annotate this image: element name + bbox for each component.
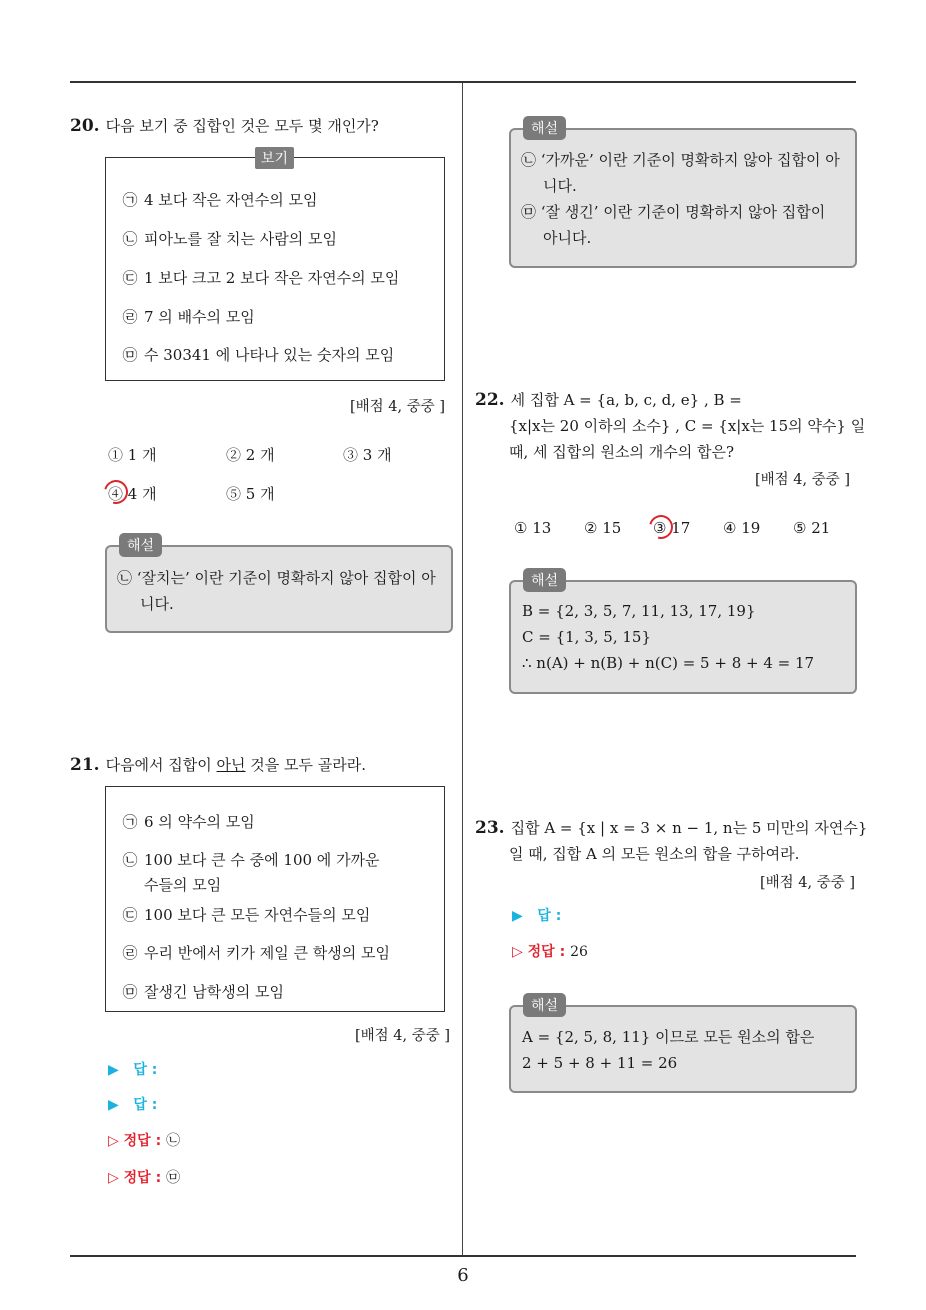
choice-4[interactable]: ④ 19 — [723, 519, 761, 537]
haeseol-tag: 해설 — [523, 568, 566, 592]
haeseol-line: C = {1, 3, 5, 15} — [522, 628, 651, 646]
haeseol-tag: 해설 — [523, 116, 566, 140]
points-label: [배점 4, 중중 ] — [355, 1028, 451, 1044]
question-text: 다음 보기 중 집합인 것은 모두 몇 개인가? — [105, 117, 379, 135]
choice-2[interactable]: ② 15 — [584, 519, 622, 537]
choice-5[interactable]: ⑤ 21 — [793, 519, 831, 537]
haeseol-line: 2 + 5 + 8 + 11 = 26 — [522, 1054, 678, 1072]
list-item: ㉡ 100 보다 큰 수 중에 100 에 가까운 — [122, 851, 380, 869]
list-item: ㉢ 100 보다 큰 모든 자연수들의 모임 — [122, 906, 371, 924]
choice-1[interactable]: ① 13 — [514, 519, 552, 537]
haeseol-line: B = {2, 3, 5, 7, 11, 13, 17, 19} — [522, 602, 756, 620]
list-item: ㉣ 우리 반에서 키가 제일 큰 학생의 모임 — [122, 944, 390, 962]
play-icon: ▶ — [108, 1062, 119, 1078]
bogi-item: ㉡ 피아노를 잘 치는 사람의 모임 — [122, 230, 337, 248]
list-item: ㉤ 잘생긴 남학생의 모임 — [122, 983, 284, 1001]
haeseol-line: ∴ n(A) + n(B) + n(C) = 5 + 8 + 4 = 17 — [522, 654, 815, 672]
choice-5[interactable]: ⑤ 5 개 — [226, 485, 275, 503]
top-rule — [70, 81, 856, 83]
list-item: ㉠ 6 의 약수의 모임 — [122, 813, 255, 831]
points-label: [배점 4, 중중 ] — [760, 875, 856, 891]
choice-3[interactable]: ③ 3 개 — [343, 446, 392, 464]
question-number: 21. — [70, 755, 100, 775]
question-number: 23. — [475, 818, 505, 838]
question-text: 일 때, 집합 A 의 모든 원소의 합을 구하여라. — [509, 845, 800, 863]
answer-field[interactable]: ▶ 답 : — [512, 908, 562, 924]
haeseol-line: ㉡ ‘잘치는’ 이란 기준이 명확하지 않아 집합이 아 — [117, 569, 436, 587]
correct-answer-1: ▷ 정답 : ㉡ — [108, 1133, 181, 1149]
answer-field-2[interactable]: ▶ 답 : — [108, 1097, 158, 1113]
answer-mark-circle — [645, 511, 678, 544]
question-text: {x|x는 20 이하의 소수} , C = {x|x는 15의 약수} 일 — [509, 417, 866, 435]
haeseol-line: 아니다. — [543, 229, 592, 247]
haeseol-line: ㉡ ‘가까운’ 이란 기준이 명확하지 않아 집합이 아 — [521, 151, 840, 169]
haeseol-line: ㉤ ‘잘 생긴’ 이란 기준이 명확하지 않아 집합이 — [521, 203, 826, 221]
play-icon: ▶ — [108, 1097, 119, 1113]
bogi-item: ㉠ 4 보다 작은 자연수의 모임 — [122, 191, 318, 209]
underlined-word: 아닌 — [216, 756, 246, 774]
column-divider — [462, 83, 463, 1255]
points-label: [배점 4, 중중 ] — [350, 399, 446, 415]
question-23: 23. 집합 A = {x | x = 3 × n − 1, n는 5 미만의 자연수} — [475, 818, 868, 838]
correct-answer: ▷ 정답 : 26 — [512, 944, 588, 960]
haeseol-line: 니다. — [140, 595, 174, 613]
answer-field-1[interactable]: ▶ 답 : — [108, 1062, 158, 1078]
bogi-item: ㉣ 7 의 배수의 모임 — [122, 308, 255, 326]
bogi-item: ㉢ 1 보다 크고 2 보다 작은 자연수의 모임 — [122, 269, 400, 287]
haeseol-tag: 해설 — [523, 993, 566, 1017]
list-item: 수들의 모임 — [144, 876, 222, 894]
play-outline-icon: ▷ — [108, 1133, 119, 1149]
bogi-title: 보기 — [255, 147, 294, 169]
bogi-item: ㉤ 수 30341 에 나타나 있는 숫자의 모임 — [122, 346, 395, 364]
question-number: 22. — [475, 390, 505, 410]
play-icon: ▶ — [512, 908, 523, 924]
choice-3[interactable]: ③ 17 — [653, 519, 691, 537]
haeseol-tag: 해설 — [119, 533, 162, 557]
bottom-rule — [70, 1255, 856, 1257]
haeseol-line: 니다. — [543, 177, 577, 195]
points-label: [배점 4, 중중 ] — [755, 472, 851, 488]
play-outline-icon: ▷ — [512, 944, 523, 960]
choice-4[interactable]: ④ 4 개 — [108, 485, 157, 503]
question-21: 21. 다음에서 집합이 아닌 것을 모두 골라라. — [70, 755, 367, 775]
choice-1[interactable]: ① 1 개 — [108, 446, 157, 464]
question-22: 22. 세 집합 A = {a, b, c, d, e} , B = — [475, 390, 742, 410]
haeseol-line: A = {2, 5, 8, 11} 이므로 모든 원소의 합은 — [522, 1028, 815, 1046]
question-number: 20. — [70, 116, 100, 136]
play-outline-icon: ▷ — [108, 1170, 119, 1186]
page-number: 6 — [457, 1265, 469, 1286]
question-20 — [70, 113, 379, 139]
choice-2[interactable]: ② 2 개 — [226, 446, 275, 464]
question-text: 때, 세 집합의 원소의 개수의 합은? — [509, 443, 735, 461]
correct-answer-2: ▷ 정답 : ㉤ — [108, 1170, 181, 1186]
